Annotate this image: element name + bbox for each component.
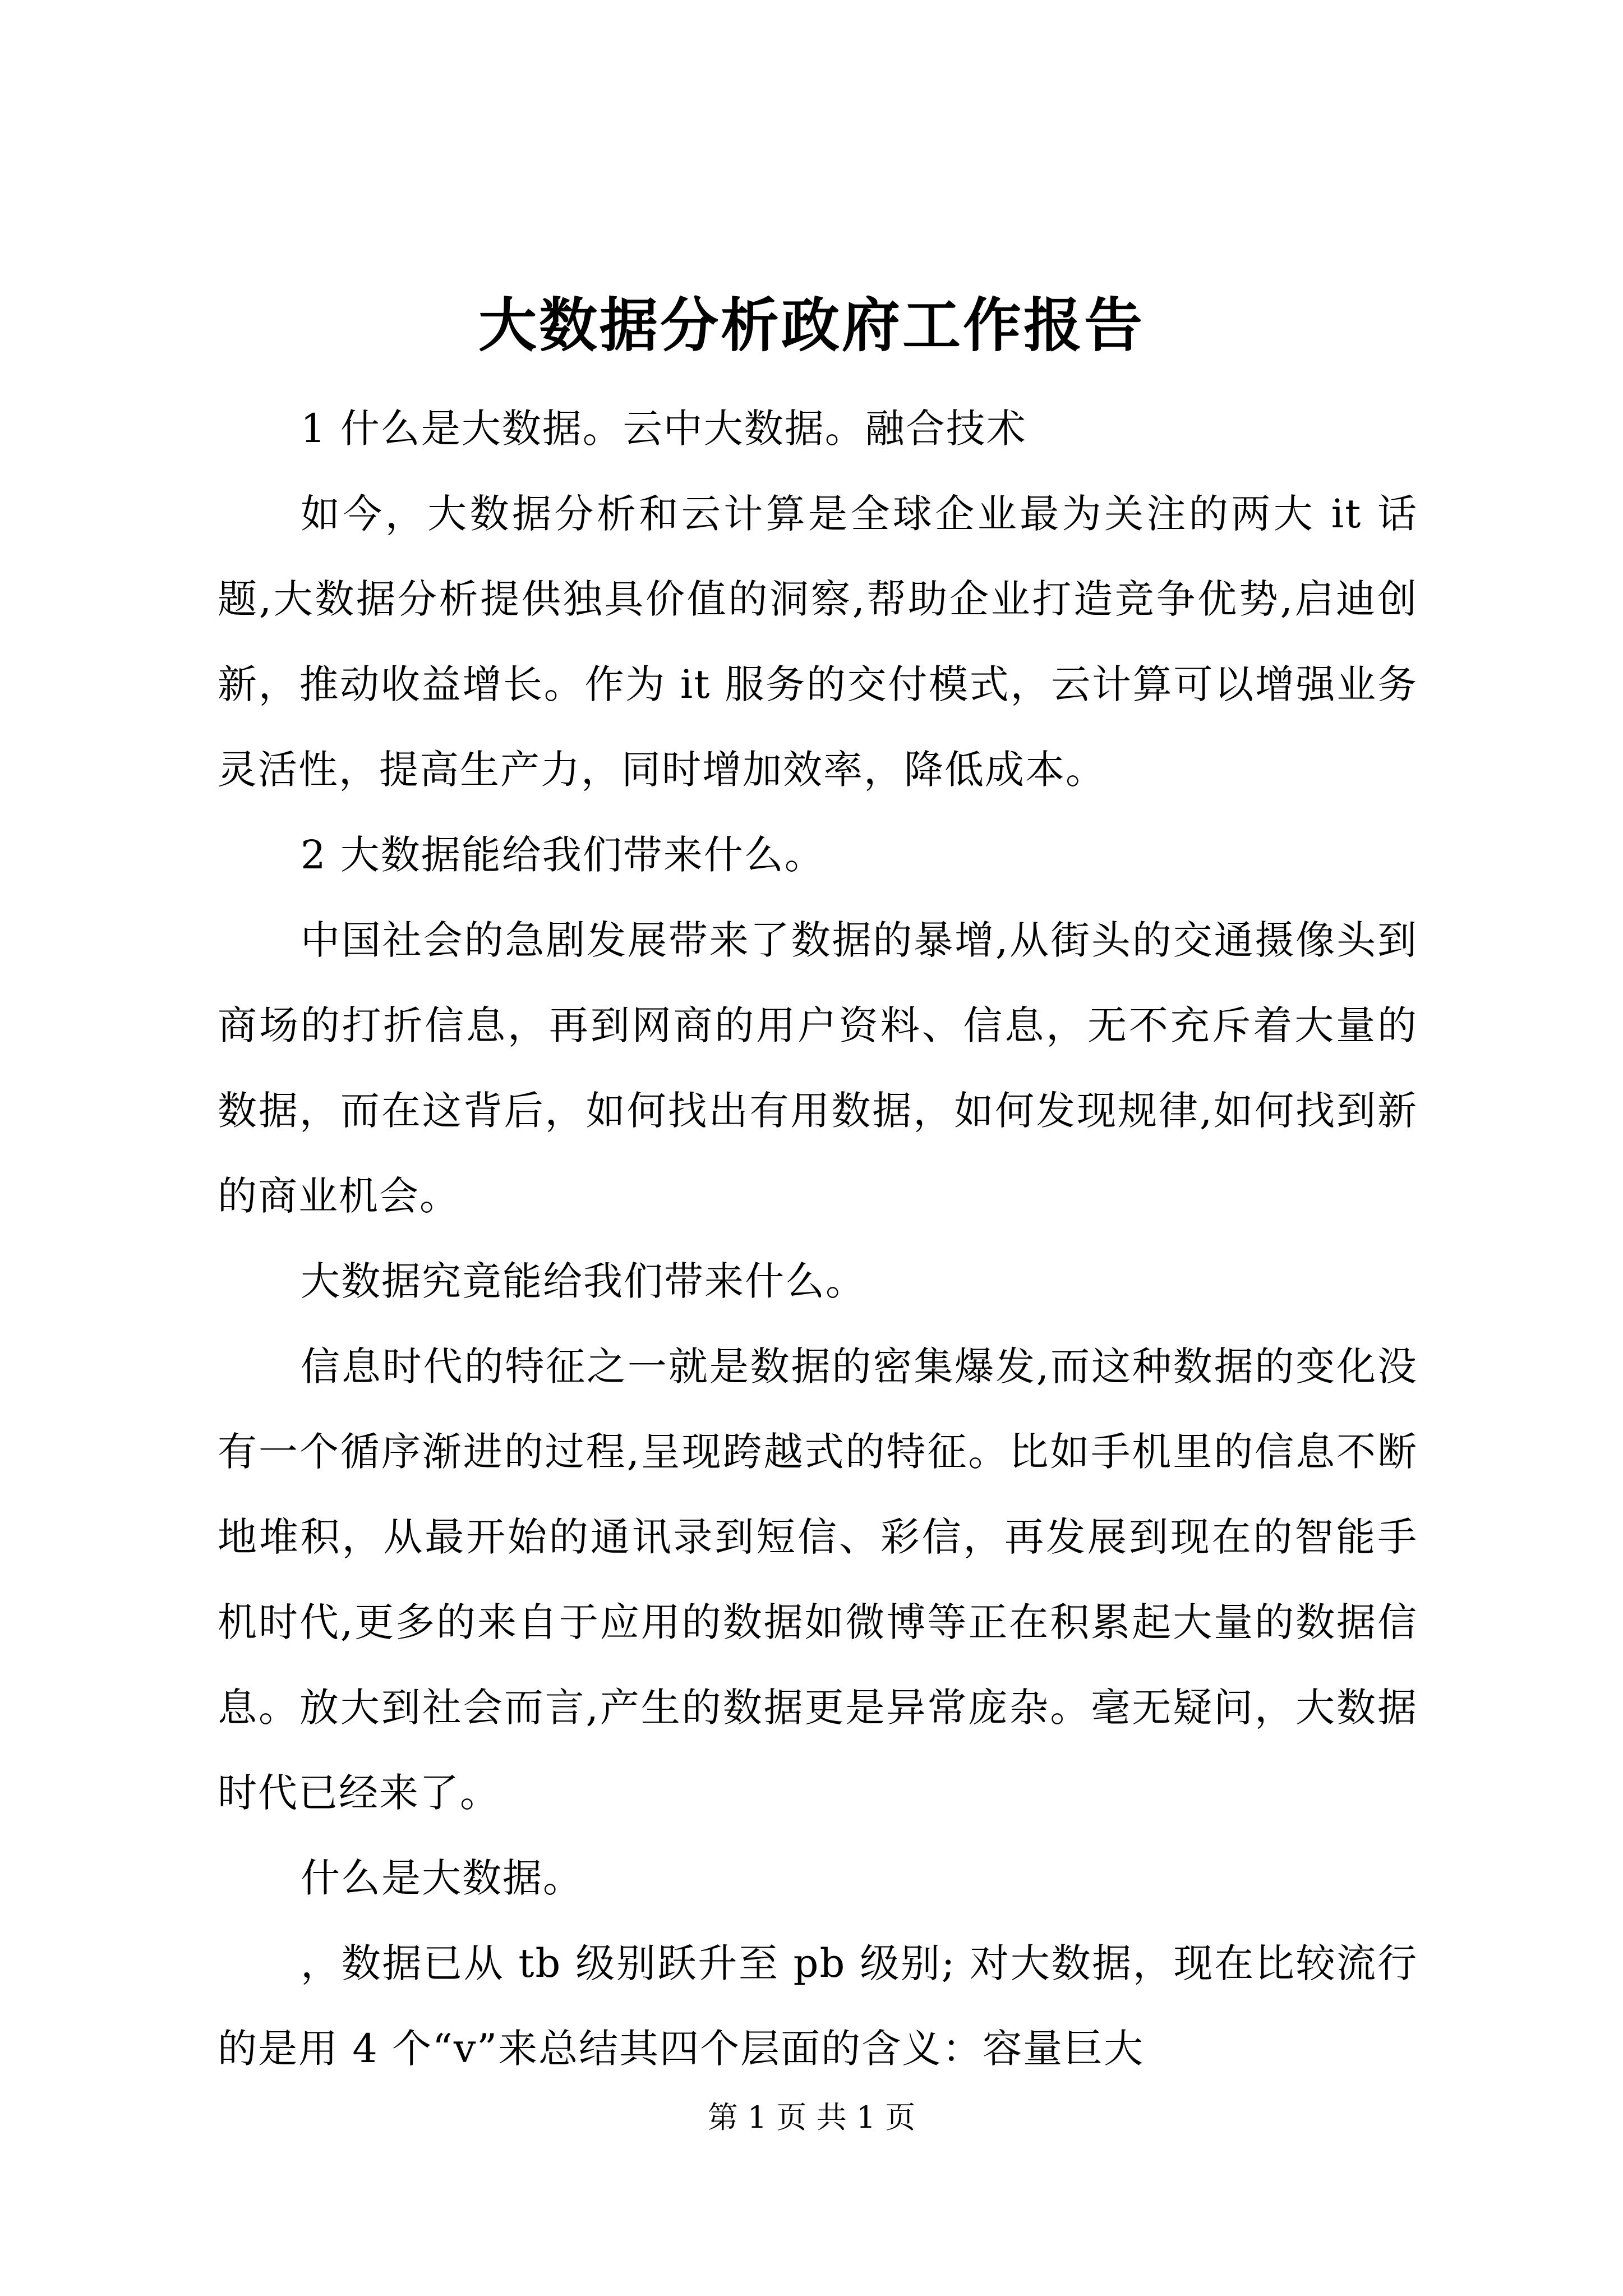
page-footer: 第 1 页 共 1 页 [707,2100,916,2135]
paragraph-2: 如今，大数据分析和云计算是全球企业最为关注的两大 it 话题,大数据分析提供独具价值的洞察,帮助企业打造竞争优势,启迪创新，推动收益增长。作为 it 服务的交付模式，云计算可以增强业务灵活性，提高生产力，同时增加效率，降低成本。 [218,491,1418,793]
paragraph-1: 1 什么是大数据。云中大数据。融合技术 [301,406,1027,452]
paragraph-8: ，数据已从 tb 级别跃升至 pb 级别; 对大数据，现在比较流行的是用 4 个“v”来总结其四个层面的含义：容量巨大 [218,1940,1418,2072]
paragraph-4: 中国社会的急剧发展带来了数据的暴增,从街头的交通摄像头到商场的打折信息，再到网商的用户资料、信息，无不充斥着大量的数据，而在这背后，如何找出有用数据，如何发现规律,如何找到新的商业机会。 [218,917,1418,1219]
paragraph-7: 什么是大数据。 [301,1855,583,1901]
paragraph-3: 2 大数据能给我们带来什么。 [301,832,825,878]
paragraph-5: 大数据究竟能给我们带来什么。 [301,1258,866,1304]
paragraph-6: 信息时代的特征之一就是数据的密集爆发,而这种数据的变化没有一个循序渐进的过程,呈现跨越式的特征。比如手机里的信息不断地堆积，从最开始的通讯录到短信、彩信，再发展到现在的智能手机时代,更多的来自于应用的数据如微博等正在积累起大量的数据信息。放大到社会而言,产生的数据更是异常庞杂。毫无疑问，大数据时代已经来了。 [218,1343,1418,1816]
document-title: 大数据分析政府工作报告 [478,291,1145,360]
document-body [218,386,1418,2091]
